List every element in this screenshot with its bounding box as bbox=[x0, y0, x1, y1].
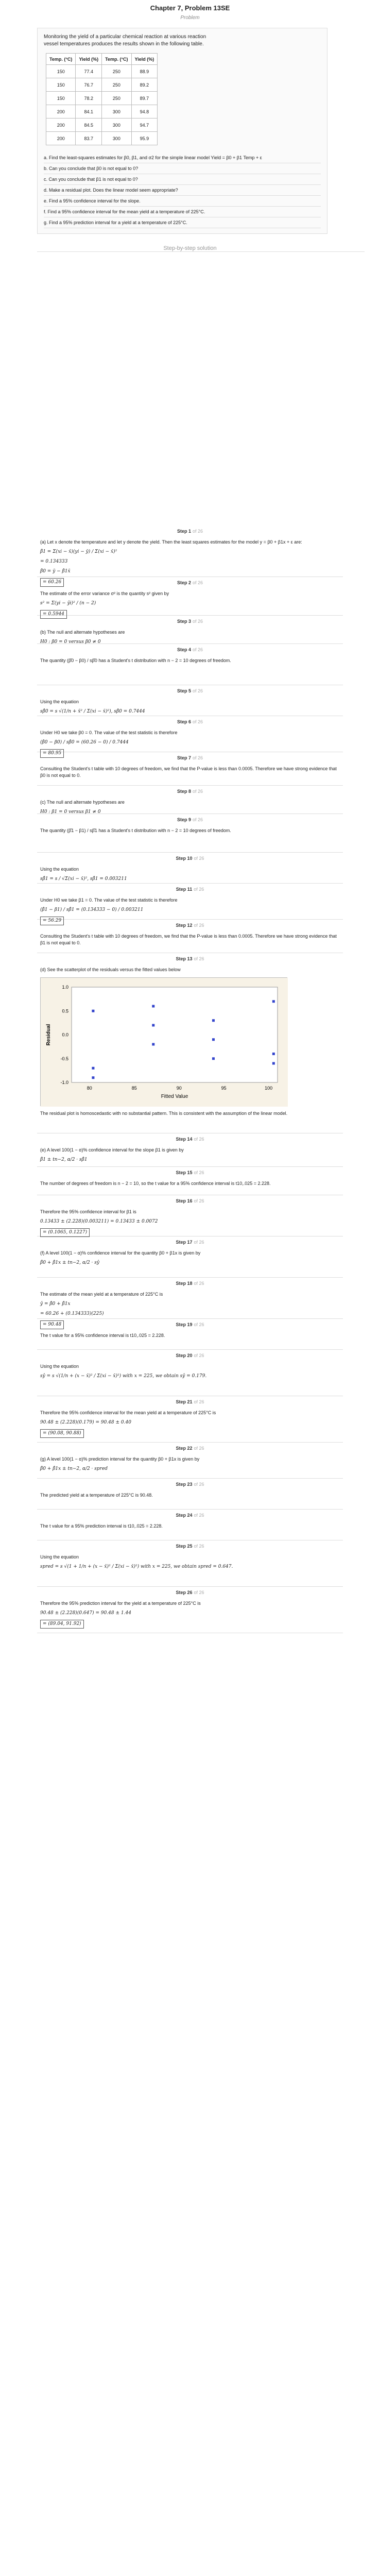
step-body bbox=[37, 1327, 343, 1339]
step-label: Step 8 bbox=[177, 789, 191, 794]
residual-point bbox=[152, 1024, 154, 1027]
y-tick-label: -1.0 bbox=[60, 1080, 68, 1085]
table-cell: 300 bbox=[102, 118, 131, 132]
step-count: of 26 bbox=[194, 887, 204, 892]
table-cell: 89.2 bbox=[131, 78, 158, 92]
step-header bbox=[37, 1167, 343, 1175]
step-text: Using the equation bbox=[40, 1364, 79, 1369]
step-label: Step 1 bbox=[177, 529, 191, 534]
step-header bbox=[37, 1278, 343, 1286]
step-text: Consulting the Student's t table with 10 degrees of freedom, we find that the P-value is less than 0.0005. Therefore we have strong evidence that β1 is not equal to 0. bbox=[40, 934, 337, 945]
residual-plot-svg bbox=[41, 978, 288, 1107]
step-header bbox=[37, 1195, 343, 1204]
answer-box: = 60.26 bbox=[40, 578, 64, 587]
equation-text: β̂1 ± tn−2, α/2 · sβ̂1 bbox=[40, 1157, 88, 1162]
step-count: of 26 bbox=[194, 856, 204, 861]
solution-step bbox=[37, 644, 343, 685]
solution-step bbox=[37, 1133, 343, 1167]
step-label: Step 25 bbox=[176, 1544, 193, 1549]
page-header bbox=[0, 0, 380, 23]
step-label: Step 17 bbox=[176, 1240, 193, 1245]
solution-step bbox=[37, 953, 343, 1133]
solution-step bbox=[37, 814, 343, 853]
problem-part: c. Can you conclude that β1 is not equal to 0? bbox=[44, 174, 321, 185]
table-cell: 150 bbox=[46, 65, 76, 78]
step-label: Step 15 bbox=[176, 1170, 193, 1175]
step-body bbox=[37, 1404, 343, 1438]
step-header bbox=[37, 1510, 343, 1518]
table-cell: 78.2 bbox=[76, 92, 102, 105]
step-text: The estimate of the error variance σ² is the quantity s² given by bbox=[40, 591, 169, 596]
solution-step bbox=[37, 1540, 343, 1587]
answer-box: = 90.48 bbox=[40, 1320, 64, 1329]
y-tick-label: 0.5 bbox=[62, 1008, 68, 1014]
step-label: Step 14 bbox=[176, 1137, 193, 1142]
step-equation bbox=[40, 1373, 340, 1380]
answer-box: = (0.1065, 0.1227) bbox=[40, 1228, 90, 1237]
step-label: Step 20 bbox=[176, 1353, 193, 1358]
step-body bbox=[37, 1451, 343, 1472]
residual-point bbox=[272, 1000, 275, 1003]
equation-text: (β̂1 − β1) / sβ̂1 = (0.134333 − 0) / 0.003211 bbox=[40, 907, 144, 912]
problem-part: g. Find a 95% prediction interval for a yield at a temperature of 225°C. bbox=[44, 217, 321, 228]
step-count: of 26 bbox=[194, 1482, 204, 1487]
solution-step bbox=[37, 577, 343, 616]
equation-text: β̂0 + β̂1x ± tn−2, α/2 · sŷ bbox=[40, 1260, 99, 1265]
page-subtitle: Problem bbox=[180, 15, 200, 21]
x-tick-label: 100 bbox=[265, 1086, 273, 1091]
table-row bbox=[46, 65, 158, 78]
solution-step bbox=[37, 1587, 343, 1633]
step-count: of 26 bbox=[194, 1544, 204, 1549]
equation-text: 90.48 ± (2.228)(0.647) = 90.48 ± 1.44 bbox=[40, 1611, 131, 1616]
step-text: Under H0 we take β1 = 0. The value of the test statistic is therefore bbox=[40, 897, 178, 903]
step-label: Step 6 bbox=[177, 719, 191, 724]
step-header bbox=[37, 1443, 343, 1451]
step-label: Step 18 bbox=[176, 1281, 193, 1286]
solution-step bbox=[37, 884, 343, 923]
residual-point bbox=[212, 1019, 215, 1022]
step-equation bbox=[40, 600, 340, 607]
problem-part: e. Find a 95% confidence interval for the slope. bbox=[44, 196, 321, 207]
solution-step bbox=[37, 685, 343, 716]
step-text: The number of degrees of freedom is n − 2 = 10, so the t value for a 95% confidence interval is t10,.025 = 2.228. bbox=[40, 1181, 271, 1186]
equation-text: 90.48 ± (2.228)(0.179) = 90.48 ± 0.40 bbox=[40, 1420, 131, 1425]
step-header bbox=[37, 884, 343, 892]
step-count: of 26 bbox=[194, 1281, 204, 1286]
solution-step bbox=[37, 716, 343, 756]
residual-point bbox=[92, 1010, 94, 1012]
step-count: of 26 bbox=[194, 1198, 204, 1204]
step-header bbox=[37, 1479, 343, 1487]
equation-text: ŷ = β̂0 + β̂1x bbox=[40, 1301, 71, 1307]
step-label: Step 13 bbox=[176, 956, 193, 961]
table-cell: 300 bbox=[102, 132, 131, 145]
data-table bbox=[46, 53, 158, 145]
equation-text: (β̂0 − β0) / sβ̂0 = (60.26 − 0) / 0.7444 bbox=[40, 740, 129, 745]
step-label: Step 21 bbox=[176, 1399, 193, 1404]
step-equation bbox=[40, 907, 340, 913]
step-equation bbox=[40, 1311, 340, 1317]
step-count: of 26 bbox=[194, 1399, 204, 1404]
step-text: The quantity (β̂1 − β1) / sβ̂1 has a Student's t distribution with n − 2 = 10 degrees of freedom. bbox=[40, 828, 231, 833]
step-label: Step 22 bbox=[176, 1446, 193, 1451]
step-count: of 26 bbox=[194, 1590, 204, 1595]
step-text: Therefore the 95% prediction interval for the yield at a temperature of 225°C is bbox=[40, 1601, 201, 1606]
y-tick-label: 0.0 bbox=[62, 1032, 68, 1038]
table-header-cell: Yield (%) bbox=[76, 54, 102, 65]
problem-parts bbox=[44, 152, 321, 228]
step-equation bbox=[40, 558, 340, 565]
page-title: Chapter 7, Problem 13SE bbox=[150, 4, 230, 12]
y-tick-label: 1.0 bbox=[62, 985, 68, 990]
step-text: (b) The null and alternate hypotheses are bbox=[40, 630, 125, 635]
step-text: (a) Let x denote the temperature and let y denote the yield. Then the least squares estimates for the model y = β0 + β1x + ε are: bbox=[40, 539, 302, 545]
step-count: of 26 bbox=[192, 755, 203, 760]
step-body bbox=[37, 961, 343, 1117]
x-axis-label: Fitted Value bbox=[161, 1094, 188, 1099]
step-text: Therefore the 95% confidence interval for β1 is bbox=[40, 1209, 136, 1214]
residual-plot bbox=[40, 977, 287, 1106]
step-body bbox=[37, 760, 343, 779]
step-equation bbox=[40, 1564, 340, 1570]
step-equation bbox=[40, 1301, 340, 1308]
solution-step bbox=[37, 1479, 343, 1510]
table-header-cell: Yield (%) bbox=[131, 54, 158, 65]
step-header bbox=[37, 644, 343, 652]
step-count: of 26 bbox=[192, 719, 203, 724]
step-label: Step 7 bbox=[177, 755, 191, 760]
equation-text: 0.13433 ± (2.228)(0.003211) = 0.13433 ± 0.0072 bbox=[40, 1219, 158, 1224]
step-body bbox=[37, 1487, 343, 1499]
solution-label: Step-by-step solution bbox=[163, 245, 217, 251]
table-cell: 84.5 bbox=[76, 118, 102, 132]
equation-text: β̂1 = Σ(xi − x̄)(yi − ȳ) / Σ(xi − x̄)² bbox=[40, 549, 117, 554]
step-header bbox=[37, 716, 343, 724]
step-text: Using the equation bbox=[40, 1554, 79, 1560]
step-label: Step 5 bbox=[177, 688, 191, 693]
table-cell: 83.7 bbox=[76, 132, 102, 145]
step-equation bbox=[40, 876, 340, 883]
equation-text: H0 : β0 = 0 versus β0 ≠ 0 bbox=[40, 639, 101, 645]
step-equation bbox=[40, 739, 340, 746]
equation-text: sβ̂0 = s √(1/n + x̄² / Σ(xi − x̄)²), sβ̂0 = 0.7444 bbox=[40, 709, 145, 714]
residual-point bbox=[272, 1053, 275, 1055]
step-label: Step 19 bbox=[176, 1322, 193, 1327]
step-equation bbox=[40, 568, 340, 575]
step-header bbox=[37, 1396, 343, 1404]
x-tick-label: 95 bbox=[221, 1086, 227, 1091]
step-header bbox=[37, 685, 343, 693]
step-label: Step 10 bbox=[176, 856, 193, 861]
answer-box: = (90.08, 90.88) bbox=[40, 1429, 84, 1438]
step-equation bbox=[40, 1429, 340, 1438]
table-row bbox=[46, 105, 158, 118]
problem-part: a. Find the least-squares estimates for β0, β1, and σ2 for the simple linear model Yield = β0 + β1 Temp + ε bbox=[44, 152, 321, 163]
step-body bbox=[37, 1175, 343, 1187]
step-text: The estimate of the mean yield at a temperature of 225°C is bbox=[40, 1292, 163, 1297]
residual-point bbox=[92, 1076, 94, 1079]
problem-part: d. Make a residual plot. Does the linear model seem appropriate? bbox=[44, 185, 321, 196]
step-label: Step 23 bbox=[176, 1482, 193, 1487]
table-cell: 150 bbox=[46, 92, 76, 105]
step-count: of 26 bbox=[192, 817, 203, 822]
table-cell: 200 bbox=[46, 118, 76, 132]
residual-point bbox=[152, 1005, 154, 1008]
step-count: of 26 bbox=[194, 1240, 204, 1245]
table-cell: 250 bbox=[102, 65, 131, 78]
step-label: Step 12 bbox=[176, 923, 193, 928]
step-label: Step 3 bbox=[177, 619, 191, 624]
step-body bbox=[37, 693, 343, 715]
step-body bbox=[37, 652, 343, 664]
step-body bbox=[37, 861, 343, 883]
step-equation bbox=[40, 1466, 340, 1472]
plot-caption: The residual plot is homoscedastic with no substantial pattern. This is consistent with the assumption of the linear model. bbox=[40, 1111, 288, 1116]
plot-frame bbox=[72, 987, 278, 1082]
step-header bbox=[37, 1587, 343, 1595]
step-count: of 26 bbox=[192, 529, 203, 534]
x-tick-label: 85 bbox=[131, 1086, 137, 1091]
table-header-row bbox=[46, 54, 158, 65]
table-cell: 200 bbox=[46, 105, 76, 118]
step-body bbox=[37, 1595, 343, 1629]
step-label: Step 16 bbox=[176, 1198, 193, 1204]
step-text: The quantity (β̂0 − β0) / sβ̂0 has a Student's t distribution with n − 2 = 10 degrees of freedom. bbox=[40, 658, 231, 663]
solution-step bbox=[37, 1510, 343, 1540]
table-cell: 76.7 bbox=[76, 78, 102, 92]
table-row bbox=[46, 118, 158, 132]
step-label: Step 2 bbox=[177, 580, 191, 585]
step-count: of 26 bbox=[194, 1353, 204, 1358]
step-count: of 26 bbox=[194, 1513, 204, 1518]
step-header bbox=[37, 526, 343, 534]
answer-box: = (89.04, 91.92) bbox=[40, 1620, 84, 1629]
step-count: of 26 bbox=[194, 923, 204, 928]
step-equation bbox=[40, 1157, 340, 1163]
step-count: of 26 bbox=[194, 956, 204, 961]
x-tick-label: 90 bbox=[176, 1086, 182, 1091]
step-count: of 26 bbox=[192, 580, 203, 585]
problem-box bbox=[37, 28, 327, 234]
answer-box: = 0.5944 bbox=[40, 610, 67, 619]
step-header bbox=[37, 616, 343, 624]
residual-point bbox=[212, 1057, 215, 1060]
table-cell: 95.9 bbox=[131, 132, 158, 145]
table-cell: 88.9 bbox=[131, 65, 158, 78]
solution-step bbox=[37, 1396, 343, 1443]
step-body bbox=[37, 1245, 343, 1266]
step-equation bbox=[40, 549, 340, 555]
step-text: Using the equation bbox=[40, 867, 79, 872]
step-header bbox=[37, 853, 343, 861]
solution-divider bbox=[37, 251, 365, 252]
table-cell: 94.8 bbox=[131, 105, 158, 118]
solution-step bbox=[37, 920, 343, 953]
step-count: of 26 bbox=[192, 688, 203, 693]
step-equation bbox=[40, 1218, 340, 1225]
step-equation bbox=[40, 708, 340, 715]
step-count: of 26 bbox=[194, 1170, 204, 1175]
step-text: (d) See the scatterplot of the residuals versus the fitted values below bbox=[40, 967, 181, 972]
step-label: Step 11 bbox=[176, 887, 193, 892]
solution-step bbox=[37, 752, 343, 786]
table-cell: 89.7 bbox=[131, 92, 158, 105]
table-cell: 77.4 bbox=[76, 65, 102, 78]
step-body bbox=[37, 794, 343, 816]
solution-step bbox=[37, 1195, 343, 1236]
step-header bbox=[37, 814, 343, 822]
step-text: Under H0 we take β0 = 0. The value of the test statistic is therefore bbox=[40, 730, 178, 735]
y-tick-label: -0.5 bbox=[60, 1056, 68, 1061]
step-header bbox=[37, 752, 343, 760]
step-equation bbox=[40, 1610, 340, 1617]
table-row bbox=[46, 92, 158, 105]
step-label: Step 26 bbox=[176, 1590, 193, 1595]
step-body bbox=[37, 1549, 343, 1570]
equation-text: β̂0 = ȳ − β̂1x̄ bbox=[40, 569, 71, 574]
step-header bbox=[37, 1236, 343, 1245]
table-row bbox=[46, 132, 158, 145]
residual-point bbox=[272, 1062, 275, 1065]
equation-text: spred = s √(1 + 1/n + (x − x̄)² / Σ(xi − x̄)²) with x = 225, we obtain spred = 0.647. bbox=[40, 1564, 233, 1569]
residual-point bbox=[212, 1038, 215, 1041]
step-label: Step 24 bbox=[176, 1513, 193, 1518]
step-text: (f) A level 100(1 − α)% confidence interval for the quantity β0 + β1x is given by bbox=[40, 1250, 201, 1256]
step-equation bbox=[40, 1620, 340, 1629]
y-axis-label: Residual bbox=[46, 1024, 51, 1046]
step-header bbox=[37, 1540, 343, 1549]
step-body bbox=[37, 1518, 343, 1530]
step-text: Consulting the Student's t table with 10 degrees of freedom, we find that the P-value is less than 0.0005. Therefore we have strong evidence that β0 is not equal to 0. bbox=[40, 766, 337, 778]
table-header-cell: Temp. (°C) bbox=[46, 54, 76, 65]
step-body bbox=[37, 1142, 343, 1163]
step-label: Step 9 bbox=[177, 817, 191, 822]
step-header bbox=[37, 577, 343, 585]
equation-text: s² = Σ(yi − ŷi)² / (n − 2) bbox=[40, 601, 96, 606]
equation-text: sβ̂1 = s / √Σ(xi − x̄)², sβ̂1 = 0.003211 bbox=[40, 876, 127, 882]
step-body bbox=[37, 928, 343, 946]
step-equation bbox=[40, 1228, 340, 1237]
residual-point bbox=[92, 1067, 94, 1070]
solution-step bbox=[37, 853, 343, 884]
table-cell: 250 bbox=[102, 78, 131, 92]
equation-text: H0 : β1 = 0 versus β1 ≠ 0 bbox=[40, 809, 101, 815]
answer-box: = 80.95 bbox=[40, 749, 64, 758]
solution-step bbox=[37, 1236, 343, 1278]
problem-part: b. Can you conclude that β0 is not equal to 0? bbox=[44, 163, 321, 174]
table-cell: 94.7 bbox=[131, 118, 158, 132]
step-equation bbox=[40, 1260, 340, 1266]
table-row bbox=[46, 78, 158, 92]
residual-point bbox=[152, 1043, 154, 1046]
table-cell: 84.1 bbox=[76, 105, 102, 118]
step-count: of 26 bbox=[192, 789, 203, 794]
problem-part: f. Find a 95% confidence interval for the mean yield at a temperature of 225°C. bbox=[44, 207, 321, 217]
step-text: Using the equation bbox=[40, 699, 79, 704]
step-text: The t value for a 95% confidence interval is t10,.025 = 2.228. bbox=[40, 1333, 165, 1338]
step-body bbox=[37, 1358, 343, 1380]
step-text: (c) The null and alternate hypotheses are bbox=[40, 800, 125, 805]
solution-step bbox=[37, 616, 343, 644]
solution-step bbox=[37, 1167, 343, 1195]
solution-step bbox=[37, 1319, 343, 1350]
step-text: The t value for a 95% prediction interval is t10,.025 = 2.228. bbox=[40, 1523, 163, 1529]
step-text: Therefore the 95% confidence interval for the mean yield at a temperature of 225°C is bbox=[40, 1410, 216, 1415]
table-cell: 150 bbox=[46, 78, 76, 92]
step-body bbox=[37, 822, 343, 834]
table-cell: 200 bbox=[46, 132, 76, 145]
step-header bbox=[37, 920, 343, 928]
table-header-cell: Temp. (°C) bbox=[102, 54, 131, 65]
x-tick-label: 80 bbox=[87, 1086, 92, 1091]
step-header bbox=[37, 1133, 343, 1142]
step-header bbox=[37, 953, 343, 961]
table-cell: 250 bbox=[102, 92, 131, 105]
answer-box: = 56.29 bbox=[40, 917, 64, 925]
step-header bbox=[37, 1350, 343, 1358]
step-count: of 26 bbox=[194, 1322, 204, 1327]
solution-step bbox=[37, 1350, 343, 1396]
solution-step bbox=[37, 1443, 343, 1479]
step-body bbox=[37, 585, 343, 619]
step-label: Step 4 bbox=[177, 647, 191, 652]
step-count: of 26 bbox=[192, 619, 203, 624]
step-count: of 26 bbox=[194, 1137, 204, 1142]
step-text: (e) A level 100(1 − α)% confidence interval for the slope β1 is given by bbox=[40, 1147, 184, 1153]
step-equation bbox=[40, 1419, 340, 1426]
table-cell: 300 bbox=[102, 105, 131, 118]
step-header bbox=[37, 786, 343, 794]
equation-text: β̂0 + β̂1x ± tn−2, α/2 · spred bbox=[40, 1466, 108, 1471]
step-text: (g) A level 100(1 − α)% prediction interval for the quantity β0 + β1x is given by bbox=[40, 1456, 200, 1462]
equation-text: = 0.134333 bbox=[40, 559, 68, 564]
problem-intro: Monitoring the yield of a particular chemical reaction at various reaction vessel temperatures produces the results shown in the following table. bbox=[44, 34, 206, 47]
step-count: of 26 bbox=[194, 1446, 204, 1451]
step-body bbox=[37, 1204, 343, 1237]
equation-text: sŷ = s √(1/n + (x − x̄)² / Σ(xi − x̄)²) with x = 225, we obtain sŷ = 0.179. bbox=[40, 1374, 207, 1379]
step-text: The predicted yield at a temperature of 225°C is 90.48. bbox=[40, 1493, 153, 1498]
step-count: of 26 bbox=[192, 647, 203, 652]
equation-text: = 60.26 + (0.134333)(225) bbox=[40, 1311, 104, 1316]
step-body bbox=[37, 624, 343, 646]
solution-step bbox=[37, 786, 343, 814]
step-header bbox=[37, 1319, 343, 1327]
